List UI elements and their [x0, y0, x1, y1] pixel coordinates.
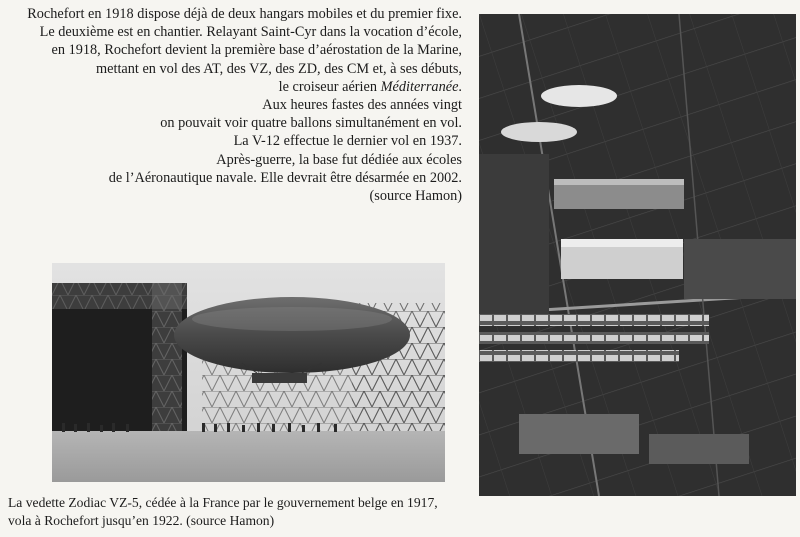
body-source: (source Hamon) — [369, 188, 462, 205]
ship-name: Méditerranée — [380, 78, 459, 95]
body-line: La V-12 effectue le dernier vol en 1937. — [233, 133, 462, 150]
body-line — [20, 78, 462, 96]
body-line-prefix: le croiseur aérien — [278, 78, 381, 95]
body-line: de l’Aéronautique navale. Elle devrait être désarmée en 2002. — [108, 169, 462, 186]
body-line: Rochefort en 1918 dispose déjà de deux hangars mobiles et du premier fixe. — [27, 6, 462, 22]
aerial-base-photo — [479, 14, 796, 496]
body-line: mettant en vol des AT, des VZ, des ZD, des CM et, à ses débuts, — [96, 60, 462, 77]
body-line: en 1918, Rochefort devient la première base d’aérostation de la Marine, — [51, 42, 462, 59]
aerial-base-photo-image — [479, 14, 796, 496]
body-line-suffix: . — [458, 78, 462, 95]
airship-photo-image — [52, 263, 445, 482]
body-line: Aux heures fastes des années vingt — [262, 97, 462, 114]
photo-caption — [8, 494, 478, 530]
airship-photo — [52, 263, 445, 482]
body-line: Le deuxième est en chantier. Relayant Saint-Cyr dans la vocation d’école, — [39, 24, 462, 41]
body-line: on pouvait voir quatre ballons simultanément en vol. — [160, 115, 462, 132]
body-line: Après-guerre, la base fut dédiée aux écoles — [216, 151, 462, 168]
caption-line: vola à Rochefort jusqu’en 1922. (source Hamon) — [8, 513, 275, 528]
caption-line: La vedette Zodiac VZ-5, cédée à la France par le gouvernement belge en 1917, — [8, 495, 438, 510]
body-text — [20, 5, 462, 205]
